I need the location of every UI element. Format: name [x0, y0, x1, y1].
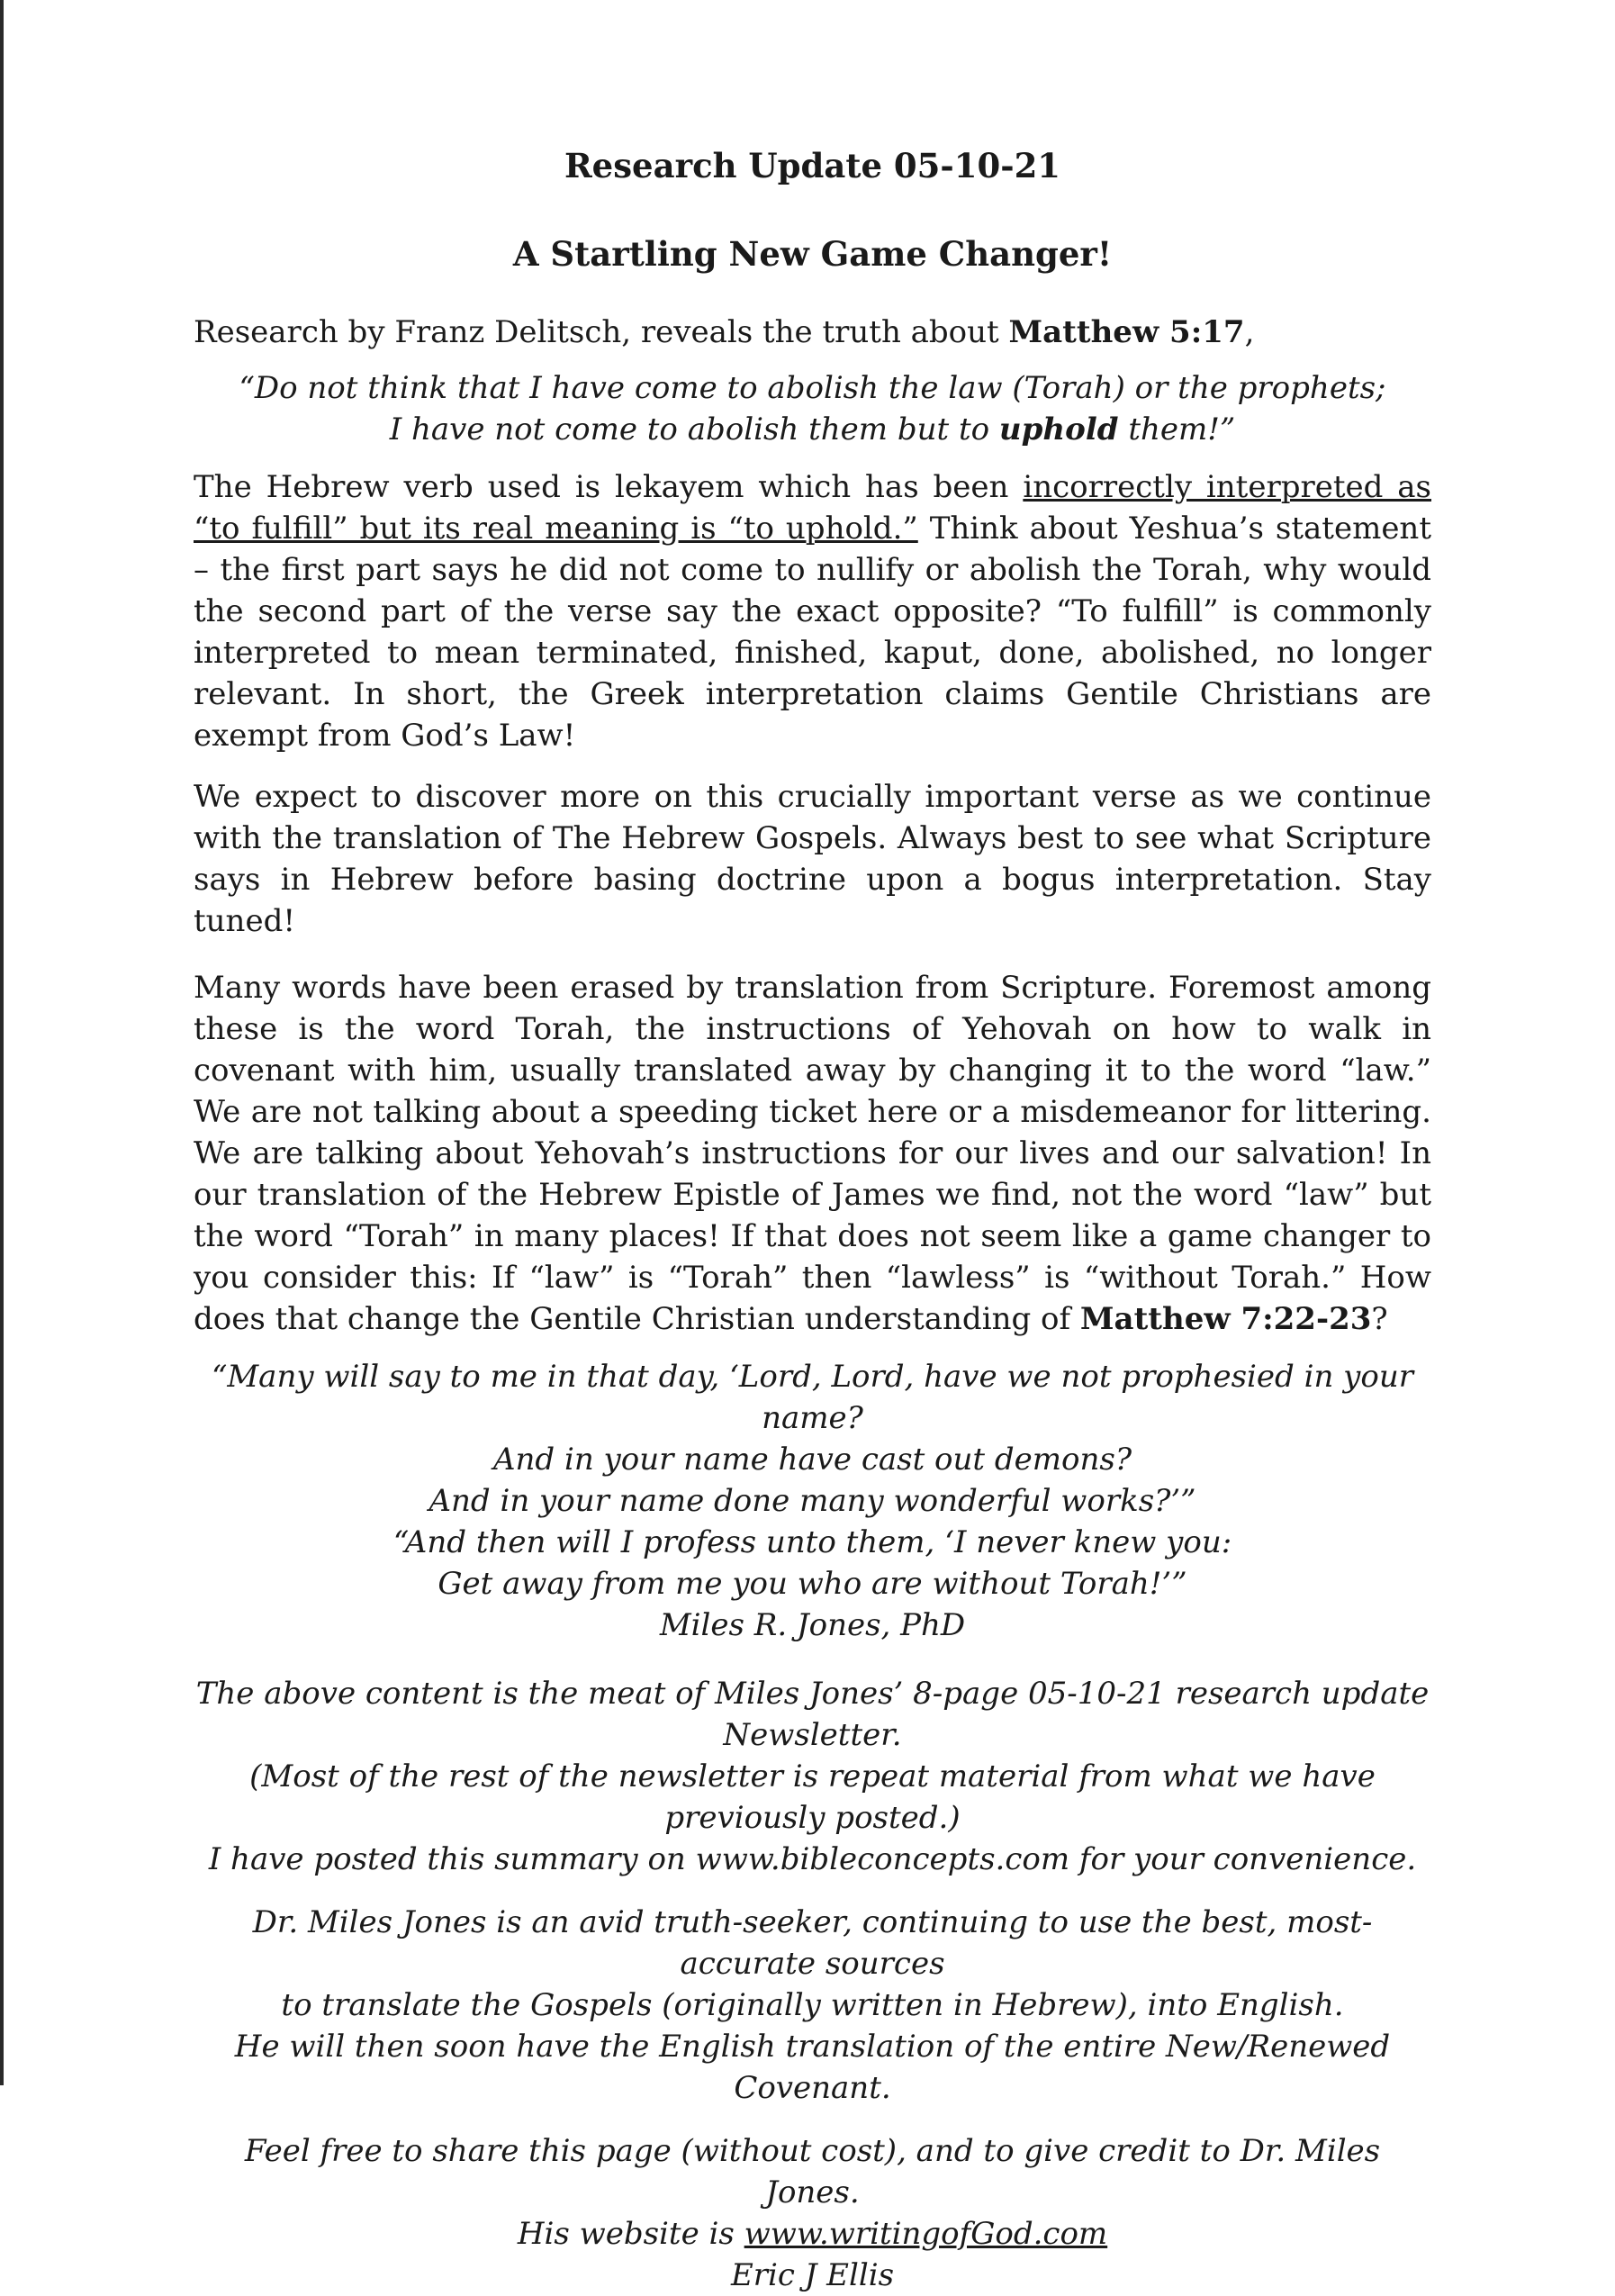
quote2-line2: And in your name have cast out demons?: [492, 1442, 1132, 1478]
para3-text: Many words have been erased by translation from Scripture. Foremost among these is the word Torah, the instructions of Yehovah on how to walk in covenant with him, usually translated away by changing it to the word “law.” We are not talking about a speeding ticket here or a misdemeanor for littering. We are talking about Yehovah’s instructions for our lives and our salvation! In our translation of the Hebrew Epistle of James we find, not the word “law” but the word “Torah” in many places! If that does not seem like a game changer to you consider this: If “law” is “Torah” then “lawless” is “without Torah.” How does that change the Gentile Christian understanding of: [194, 970, 1431, 1337]
summary-note: [194, 1673, 1431, 1880]
quote1-line2: [194, 409, 1431, 450]
quote1-uphold: uphold: [998, 411, 1119, 447]
note1-line1: The above content is the meat of Miles Jones’ 8-page 05-10-21 research update Newsletter.: [195, 1676, 1430, 1753]
website-link[interactable]: www.writingofGod.com: [744, 2216, 1108, 2252]
page-left-border: [0, 0, 4, 2085]
note1-line3: I have posted this summary on www.bibleconcepts.com for your convenience.: [208, 1841, 1417, 1877]
author-note: [194, 1902, 1431, 2109]
para1-underlined: incorrectly interpreted as “to fulfill” but its real meaning is “to uphold.”: [194, 469, 1432, 547]
para1-post: Think about Yeshua’s statement – the first part says he did not come to nullify or abolish the Torah, why would the second part of the verse say the exact opposite? “To fulfill” is commonly interpreted to mean terminated, finished, kaput, done, abolished, no longer relevant. In short, the Greek interpretation claims Gentile Christians are exempt from God’s Law!: [194, 511, 1431, 754]
para3-scripture-ref: Matthew 7:22-23: [1079, 1301, 1372, 1337]
share-note: [194, 2130, 1431, 2296]
quote2-attribution: Miles R. Jones, PhD: [659, 1607, 966, 1643]
note2-line2: to translate the Gospels (originally written in Hebrew), into English.: [281, 1987, 1344, 2023]
quote2-line5: Get away from me you who are without Torah!’”: [438, 1566, 1187, 1602]
para3-tail: ?: [1371, 1301, 1388, 1337]
quote1-line2-pre: I have not come to abolish them but to: [389, 411, 999, 447]
note3-line2-pre: His website is: [517, 2216, 744, 2252]
intro-scripture-ref: Matthew 5:17: [1008, 314, 1245, 350]
intro-tail: ,: [1244, 314, 1255, 350]
document-subtitle: A Startling New Game Changer!: [512, 234, 1113, 274]
quote2-line4: “And then will I profess unto them, ‘I never knew you:: [392, 1524, 1232, 1560]
expect-paragraph: We expect to discover more on this crucially important verse as we continue with the translation of The Hebrew Gospels. Always best to see what Scripture says in Hebrew before basing doctrine upon a bogus interpretation. Stay tuned!: [194, 779, 1431, 939]
matthew-7-22-quote: [194, 1356, 1431, 1646]
note3-line1: Feel free to share this page (without cost), and to give credit to Dr. Miles Jones.: [244, 2133, 1381, 2210]
note3-line2: [194, 2213, 1431, 2255]
signature-name: Eric J Ellis: [730, 2257, 895, 2293]
para1-pre: The Hebrew verb used is lekayem which has been: [194, 469, 1024, 505]
note2-line1: Dr. Miles Jones is an avid truth-seeker, continuing to use the best, most-accurate sources: [252, 1904, 1373, 1982]
quote1-line1: “Do not think that I have come to abolish the law (Torah) or the prophets;: [239, 370, 1386, 406]
note1-line2: (Most of the rest of the newsletter is repeat material from what we have previously posted.): [249, 1758, 1376, 1836]
document-page: [194, 144, 1431, 2296]
quote1-line2-post: them!”: [1118, 411, 1236, 447]
intro-text: Research by Franz Delitsch, reveals the truth about: [194, 314, 1009, 350]
matthew-5-17-quote: [194, 367, 1431, 450]
quote2-line1: “Many will say to me in that day, ‘Lord, Lord, have we not prophesied in your name?: [211, 1359, 1413, 1436]
torah-paragraph: [194, 967, 1431, 1340]
lekayem-paragraph: [194, 466, 1431, 756]
quote2-line3: And in your name done many wonderful works?’”: [429, 1483, 1196, 1519]
document-title: Research Update 05-10-21: [564, 146, 1061, 185]
note2-line3: He will then soon have the English translation of the entire New/Renewed Covenant.: [234, 2029, 1391, 2106]
intro-paragraph: [194, 312, 1431, 353]
